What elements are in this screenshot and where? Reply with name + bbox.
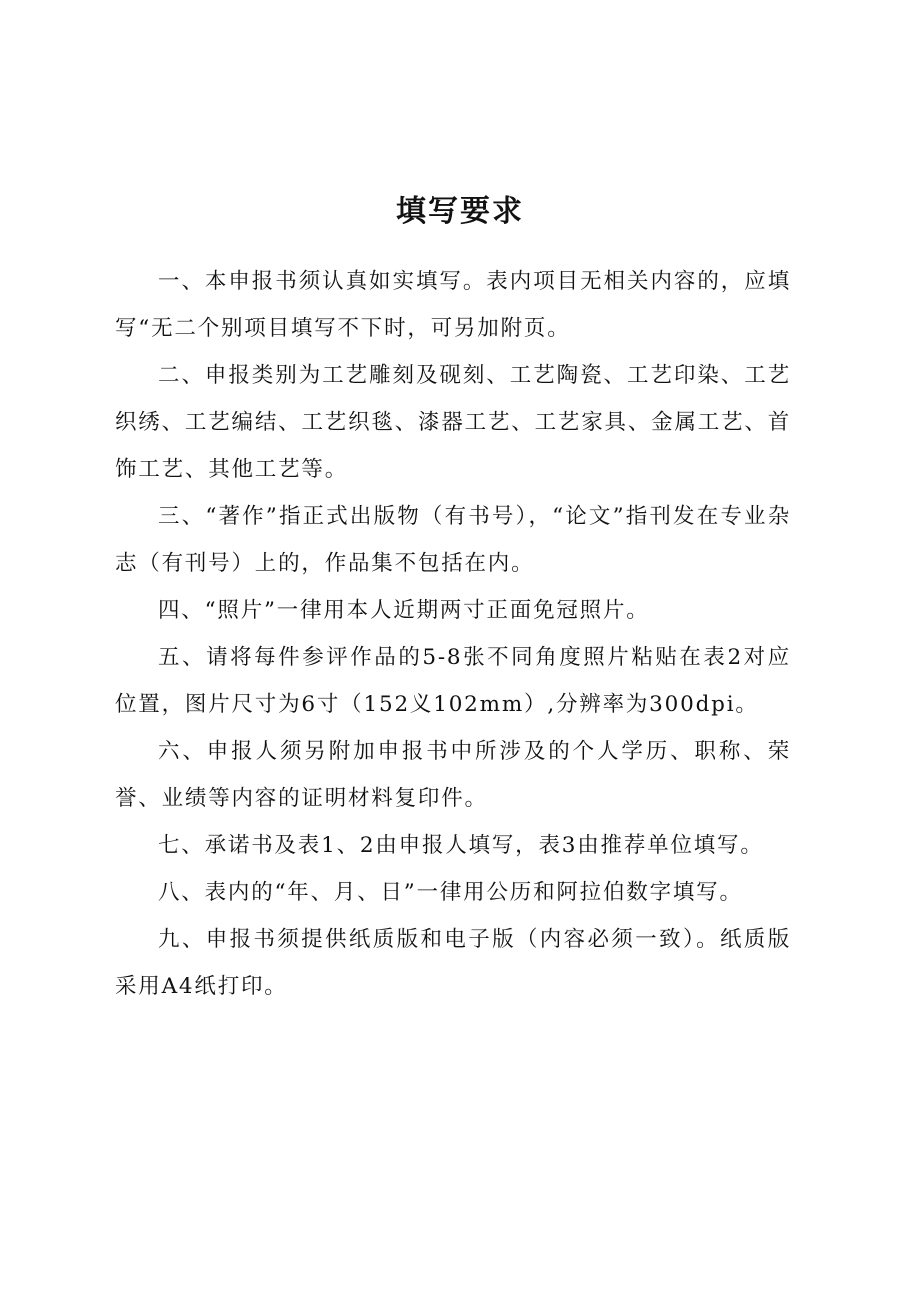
requirement-item-4: 四、“照片”一律用本人近期两寸正面免冠照片。 (158, 598, 650, 623)
requirement-item-7: 七、承诺书及表1、2由申报人填写，表3由推荐单位填写。 (158, 833, 764, 858)
requirements-list (115, 258, 791, 1010)
requirement-item-3: 三、“著作”指正式出版物（有书号），“论文”指刊发在专业杂志（有刊号）上的，作品集不包括在内。 (115, 504, 791, 576)
requirement-item-9: 九、申报书须提供纸质版和电子版（内容必须一致）。纸质版采用A4纸打印。 (115, 927, 791, 999)
requirement-item-6: 六、申报人须另附加申报书中所涉及的个人学历、职称、荣誉、业绩等内容的证明材料复印件。 (115, 739, 791, 811)
requirement-item-5: 五、请将每件参评作品的5-8张不同角度照片粘贴在表2对应位置，图片尺寸为6寸（152义102mm）,分辨率为300dpi。 (115, 645, 791, 717)
page-title: 填写要求 (396, 194, 524, 230)
requirement-item-2: 二、申报类别为工艺雕刻及砚刻、工艺陶瓷、工艺印染、工艺织绣、工艺编结、工艺织毯、漆器工艺、工艺家具、金属工艺、首饰工艺、其他工艺等。 (115, 363, 791, 482)
requirement-item-8: 八、表内的“年、月、日”一律用公历和阿拉伯数字填写。 (158, 880, 743, 905)
requirement-item-1: 一、本申报书须认真如实填写。表内项目无相关内容的，应填写“无二个别项目填写不下时，可另加附页。 (115, 269, 791, 341)
